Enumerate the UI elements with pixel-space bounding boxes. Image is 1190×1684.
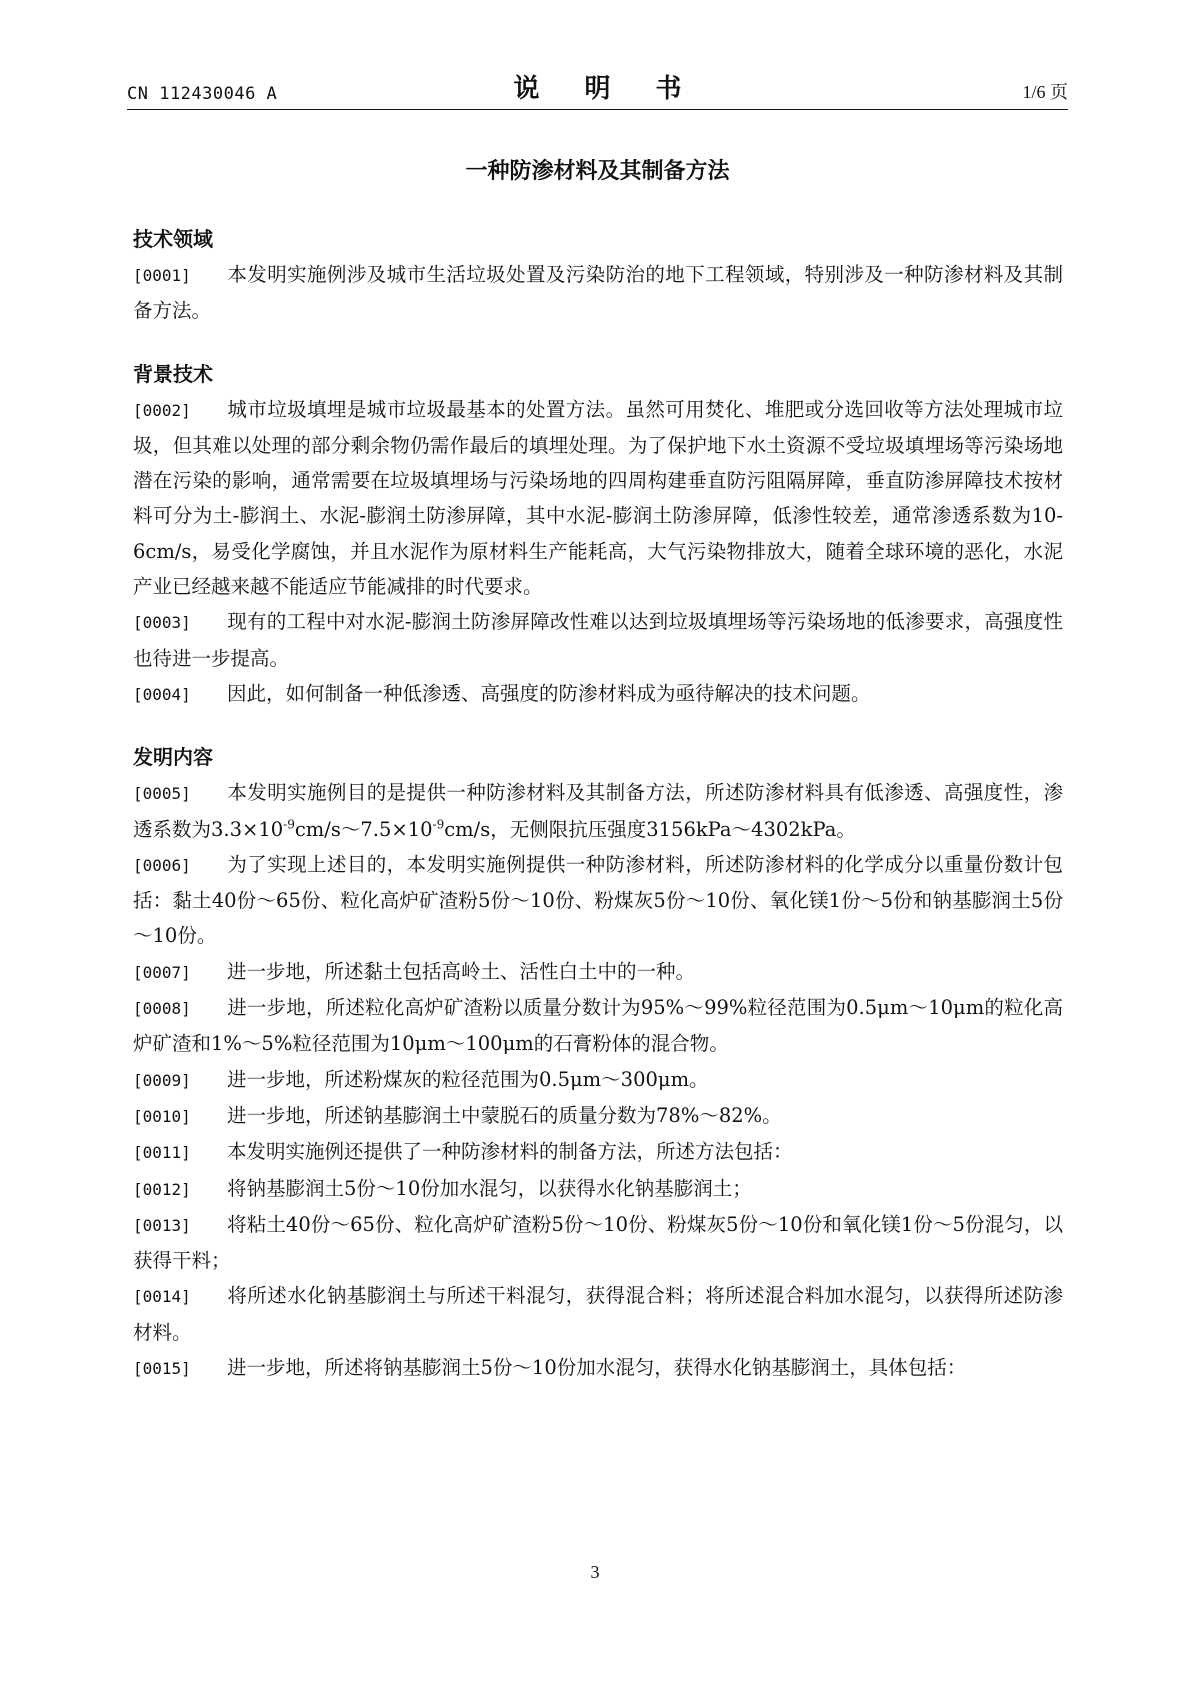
paragraph-0015 — [133, 1350, 1063, 1386]
section-heading: 技术领域 — [133, 227, 213, 251]
paragraph-text: 因此，如何制备一种低渗透、高强度的防渗材料成为亟待解决的技术问题。 — [227, 681, 871, 705]
paragraph-text: cm/s～7.5×10 — [294, 817, 433, 841]
paragraph-0011 — [133, 1134, 1063, 1170]
header-rule — [127, 109, 1068, 110]
paragraph-0012 — [133, 1171, 1063, 1207]
superscript: -9 — [432, 817, 445, 832]
paragraph-0007 — [133, 954, 1063, 990]
paragraph-0004 — [133, 676, 1063, 712]
paragraph-0014 — [133, 1278, 1063, 1350]
doc-number: CN 112430046 A — [127, 84, 278, 104]
paragraph-number: [0002] — [133, 400, 191, 420]
paragraph-0001 — [133, 257, 1063, 329]
section-background — [133, 357, 1063, 713]
paragraph-0005 — [133, 775, 1063, 847]
paragraph-number: [0006] — [133, 855, 191, 875]
superscript: -9 — [283, 817, 295, 832]
paragraph-number: [0001] — [133, 266, 191, 285]
paragraph-0013 — [133, 1207, 1063, 1279]
paragraph-0008 — [133, 990, 1063, 1062]
paragraph-text: 进一步地，所述粉煤灰的粒径范围为0.5μm～300μm。 — [227, 1067, 709, 1091]
paragraph-text: 为了实现上述目的，本发明实施例提供一种防渗材料，所述防渗材料的化学成分以重量份数计包括：黏土40份～65份、粒化高炉矿渣粉5份～10份、粉煤灰5份～10份、氧化镁1份～5份和钠基膨润土5份～10份。 — [133, 852, 1063, 948]
paragraph-number: [0004] — [133, 684, 191, 704]
paragraph-number: [0003] — [133, 613, 191, 633]
paragraph-number: [0007] — [133, 962, 191, 982]
paragraph-text: 本发明实施例还提供了一种防渗材料的制备方法，所述方法包括： — [227, 1140, 793, 1164]
paragraph-number: [0010] — [133, 1106, 191, 1126]
paragraph-0010 — [133, 1098, 1063, 1134]
page-indicator: 1/6 页 — [1022, 82, 1068, 102]
paragraph-text: 将钠基膨润土5份～10份加水混匀，以获得水化钠基膨润土； — [227, 1176, 752, 1200]
paragraph-text: 将粘土40份～65份、粒化高炉矿渣粉5份～10份、粉煤灰5份～10份和氧化镁1份～5份混匀，以获得干料； — [133, 1212, 1063, 1273]
paragraph-text: cm/s，无侧限抗压强度3156kPa～4302kPa。 — [444, 817, 856, 841]
doc-type: 说 明 书 — [513, 74, 700, 104]
paragraph-number: [0012] — [133, 1179, 191, 1199]
paragraph-text: 进一步地，所述粒化高炉矿渣粉以质量分数计为95%～99%粒径范围为0.5μm～10μm的粒化高炉矿渣和1%～5%粒径范围为10μm～100μm的石膏粉体的混合物。 — [133, 996, 1063, 1056]
paragraph-text: 进一步地，所述将钠基膨润土5份～10份加水混匀，获得水化钠基膨润土，具体包括： — [227, 1356, 967, 1380]
section-technical-field — [133, 222, 1063, 329]
paragraph-text: 进一步地，所述黏土包括高岭土、活性白土中的一种。 — [227, 959, 696, 983]
section-invention-content — [133, 740, 1063, 1386]
section-heading: 发明内容 — [133, 745, 213, 770]
paragraph-text: 现有的工程中对水泥-膨润土防渗屏障改性难以达到垃圾填埋场等污染场地的低渗要求，高强度性也待进一步提高。 — [133, 610, 1063, 670]
paragraph-text: 本发明实施例目的是提供一种防渗材料及其制备方法，所述防渗材料具有低渗透、高强度性，渗透系数为3.3×10 — [133, 781, 1063, 841]
paragraph-0009 — [133, 1062, 1063, 1098]
paragraph-number: [0015] — [133, 1359, 191, 1379]
section-heading: 背景技术 — [133, 361, 213, 386]
paragraph-0002 — [133, 392, 1063, 605]
page-header — [127, 68, 1068, 110]
paragraph-number: [0005] — [133, 784, 191, 804]
paragraph-0006 — [133, 847, 1063, 954]
page-number: 3 — [590, 1562, 600, 1582]
document-body — [133, 222, 1063, 1414]
paragraph-text: 本发明实施例涉及城市生活垃圾处置及污染防治的地下工程领域，特别涉及一种防渗材料及其制备方法。 — [133, 263, 1063, 323]
paragraph-number: [0008] — [133, 999, 191, 1019]
paragraph-text: 将所述水化钠基膨润土与所述干料混匀，获得混合料；将所述混合料加水混匀，以获得所述防渗材料。 — [133, 1284, 1063, 1344]
paragraph-number: [0011] — [133, 1143, 191, 1163]
paragraph-number: [0014] — [133, 1287, 191, 1307]
document-title: 一种防渗材料及其制备方法 — [465, 159, 730, 184]
paragraph-0003 — [133, 604, 1063, 676]
paragraph-number: [0009] — [133, 1070, 191, 1090]
paragraph-text: 进一步地，所述钠基膨润土中蒙脱石的质量分数为78%～82%。 — [227, 1103, 782, 1127]
paragraph-number: [0013] — [133, 1215, 191, 1235]
paragraph-text: 城市垃圾填埋是城市垃圾最基本的处置方法。虽然可用焚化、堆肥或分选回收等方法处理城市垃圾，但其难以处理的部分剩余物仍需作最后的填埋处理。为了保护地下水土资源不受垃圾填埋场等污染场地潜在污染的影响，通常需要在垃圾填埋场与污染场地的四周构建垂直防污阻隔屏障，垂直防渗屏障技术按材料可分为土-膨润土、水泥-膨润土防渗屏障，其中水泥-膨润土防渗屏障，低渗性较差，通常渗透系数为10-6cm/s，易受化学腐蚀，并且水泥作为原材料生产能耗高，大气污染物排放大，随着全球环境的恶化，水泥产业已经越来越不能适应节能减排的时代要求。 — [133, 397, 1063, 599]
